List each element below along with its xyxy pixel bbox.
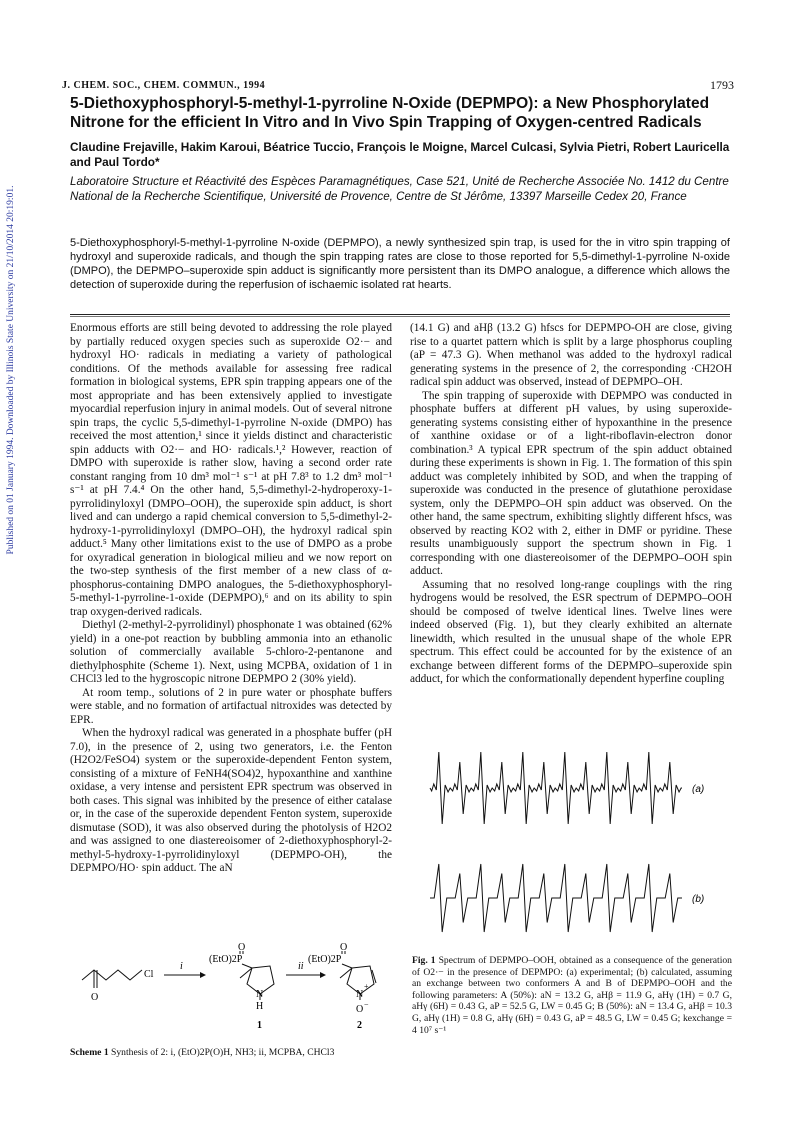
author-list: Claudine Frejaville, Hakim Karoui, Béatrice Tuccio, François le Moigne, Marcel Culcasi, Sylvia Pietri, Robert Lauricella and Paul Tordo* [70,140,730,169]
download-watermark [0,140,22,600]
epr-spectra-figure [420,730,730,945]
reagent-label-ii: ii [298,961,304,972]
paragraph: Diethyl (2-methyl-2-pyrrolidinyl) phosphonate 1 was obtained (62% yield) in a one-pot reaction by bubbling ammonia into an ethanolic solution of commercially available 5-chloro-2-pentanone and diethylphosphite (Scheme 1). Next, using MCPBA, oxidation of 1 in CHCl3 led to the hygroscopic nitrone DEPMPO 2 (30% yield). [70,619,392,685]
figure-caption [412,955,732,1036]
journal-header: J. CHEM. SOC., CHEM. COMMUN., 1994 [62,80,266,91]
scheme-caption-text: Synthesis of 2: i, (EtO)2P(O)H, NH3; ii, MCPBA, CHCl3 [111,1047,335,1058]
scheme-caption [70,1047,400,1058]
compound-label-1: 1 [257,1020,262,1031]
page-number: 1793 [710,78,734,92]
ring-nitrogen-2: N [356,989,364,1000]
left-column [70,322,392,876]
phosphoryl-oxygen-1: O [238,942,246,953]
scheme-1-diagram [72,942,402,1043]
affiliation: Laboratoire Structure et Réactivité des Espèces Paramagnétiques, Case 521, Unité de Recherche Associée No. 1412 du Centre National de la Recherche Scientifique, Université de Provence, Centre de St Jérôme, 13397 Marseille Cedex 20, France [70,175,729,203]
nitrogen-charge: + [364,982,369,991]
ring-nitrogen-1: N [256,989,264,1000]
download-note: Published on 01 January 1994. Downloaded by Illinois State University on 21/10/2014 20:19:01. [6,185,16,555]
compound-label-2: 2 [357,1020,362,1031]
ketone-oxygen: O [91,992,99,1003]
arrowhead-icon [200,972,206,978]
spectrum-experimental-trace [430,752,682,824]
spectrum-calculated-trace [430,864,682,932]
reagent-label-i: i [180,961,183,972]
abstract: 5-Diethoxyphosphoryl-5-methyl-1-pyrroline N-oxide (DEPMPO), a newly synthesized spin trap, is used for the in vitro spin trapping of hydroxyl and superoxide radicals, and though the spin trapping rates are close to those reported for 5,5-dimethyl-1-pyrroline N-oxide (DMPO), the DEPMPO–superoxide spin adduct is significantly more persistent than its DMPO analogue, a difference which allows the detection of superoxide during the reperfusion of ischaemic isolated rat hearts. [70,237,730,291]
paragraph: The spin trapping of superoxide with DEPMPO was conducted in phosphate buffers at different pH values, by using superoxide-generating systems consisting either of hypoxanthine in the presence of xanthine oxidase or of a light-riboflavin-electron donor combination.³ A typical EPR spectrum of the spin adduct obtained during these experiments is shown in Fig. 1. The formation of this spin adduct was completely inhibited by SOD, and when the trapping of superoxide was conducted in the presence of glutathione peroxidase system, only the DEPMPO–OH spin adduct was observed. On the other hand, the same spectrum, exhibiting slightly different hfscs, was observed by reacting KO2 with 2, either in DMF or pyridine. These results unambiguously support the spectrum shown in Fig. 1 corresponding with one diastereoisomer of the DEPMPO–OOH spin adduct. [410,389,732,577]
paragraph: Assuming that no resolved long-range couplings with the ring hydrogens would be resolved, the ESR spectrum of DEPMPO–OOH should be composed of twelve identical lines. Twelve lines were indeed observed (Fig. 1), but they clearly exhibited an alternate linewidth, which resulted in the unusual shape of the whole EPR spectrum. This effect could be accounted for by the existence of an exchange between different forms of the DEPMPO–superoxide spin adduct, for which the conformationally dependent hyperfine coupling [410,578,732,685]
chlorine-atom: Cl [144,969,154,980]
n-oxide-oxygen: O [356,1004,364,1015]
phosphoryl-oxygen-2: O [340,942,348,953]
divider [70,316,730,317]
figure-caption-label: Fig. 1 [412,955,436,966]
paragraph: (14.1 G) and aHβ (13.2 G) hfscs for DEPMPO-OH are close, giving rise to a quartet pattern which is split by a large phosphorus coupling (aP = 47.3 G). When methanol was added to the hydroxyl radical generating systems in the presence of 2, the corresponding ·CH2OH radical spin adduct was observed, instead of DEPMPO–OH. [410,322,732,388]
spectrum-label-b: (b) [692,894,705,905]
divider [70,314,730,315]
ring-hydrogen: H [256,1001,264,1012]
paragraph: At room temp., solutions of 2 in pure water or phosphate buffers were stable, and no formation of artifactual nitroxides was detected by EPR. [70,686,392,726]
right-column [410,322,732,687]
chloropentanone-structure [82,970,142,988]
spectrum-label-a: (a) [692,784,705,795]
paragraph: Enormous efforts are still being devoted to addressing the role played by partially reduced oxygen species such as superoxide O2·− and hydroxyl HO· radicals in mediating a variety of pathological conditions. Of the methods available for assessing free radical formation in biological systems, EPR spin trapping appears one of the most appropriate and has been extensively applied to investigate myocardial reperfusion injury in animal models. Out of several nitrone spin traps, the cyclic 5,5-dimethyl-1-pyrroline N-oxide (DMPO) has received the most attention,¹ since it yields distinct and characteristic spin adducts with O2·− and HO· radicals.¹,² However, reaction of DMPO with superoxide is rather slow, having a second order rate constant ranging from 10 dm³ mol⁻¹ s⁻¹ at pH 7.8³ to 1.2 dm³ mol⁻¹ s⁻¹ at pH 7.4.⁴ On the other hand, 5,5-dimethyl-2-hydroperoxy-1-pyrrolidinyloxyl (DMPO–OOH), the superoxide spin adduct, is short lived and can undergo a rapid chemical conversion to 5,5-dimethyl-2-hydroxy-1-pyrrolidinyloxyl (DMPO–OH), the hydroxyl radical spin adduct.⁵ Many other limitations exist to the use of DMPO as a probe for oxyradical generation in biological milieu and we now report on the two-step synthesis of the first member of a new class of α-phosphorus-containing DMPO analogues, the 5-diethoxyphosphoryl-5-methyl-1-pyrroline-1-oxide (DEPMPO),⁶ and on its ability to spin trap oxygen-derived radicals. [70,322,392,618]
phosphoryl-group-1: (EtO)2P [209,954,243,965]
paper-title: 5-Diethoxyphosphoryl-5-methyl-1-pyrroline N-Oxide (DEPMPO): a New Phosphorylated Nitrone for the efficient In Vitro and In Vivo Spin Trapping of Oxygen-centred Radicals [70,95,710,131]
figure-caption-text: Spectrum of DEPMPO–OOH, obtained as a consequence of the generation of O2·− in the presence of DEPMPO: (a) experimental; (b) calculated, assuming an exchange between two conformers A and B of DEPMPO–OOH and the following parameters: A (50%): aN = 13.2 G, aHβ = 11.9 G, aHγ (1H) = 0.7 G, aHγ (6H) = 0.43 G, aP = 52.5 G, LW = 0.45 G; B (50%): aN = 13.4 G, aHβ = 10.3 G, aHγ (1H) = 0.8 G, aHγ (6H) = 0.43 G, aP = 48.5 G, LW = 0.45 G; kexchange = 4 10⁷ s⁻¹ [412,955,732,1036]
scheme-caption-label: Scheme 1 [70,1047,109,1058]
oxygen-charge: − [364,1000,369,1009]
paragraph: When the hydroxyl radical was generated in a phosphate buffer (pH 7.0), in the presence of 2, using two generators, i.e. the Fenton (H2O2/FeSO4) system or the superoxide-dependent Fenton system, consisting of a mixture of FeNH4(SO4)2, hypoxanthine and xanthine oxidase, a very intense and persistent EPR spectrum was observed in both cases. This signal was inhibited by the presence of either catalase or, in the case of the superoxide dependent Fenton system, superoxide dismutase (SOD), it was also observed during the photolysis of H2O2 and was assigned to one diastereoisomer of 2-diethoxyphosphoryl-2-methyl-5-hydroxy-1-pyrrolidinyloxyl (DEPMPO-OH), the DEPMPO/HO· spin adduct. The aN [70,727,392,874]
arrowhead-icon [320,972,326,978]
phosphoryl-group-2: (EtO)2P [308,954,342,965]
